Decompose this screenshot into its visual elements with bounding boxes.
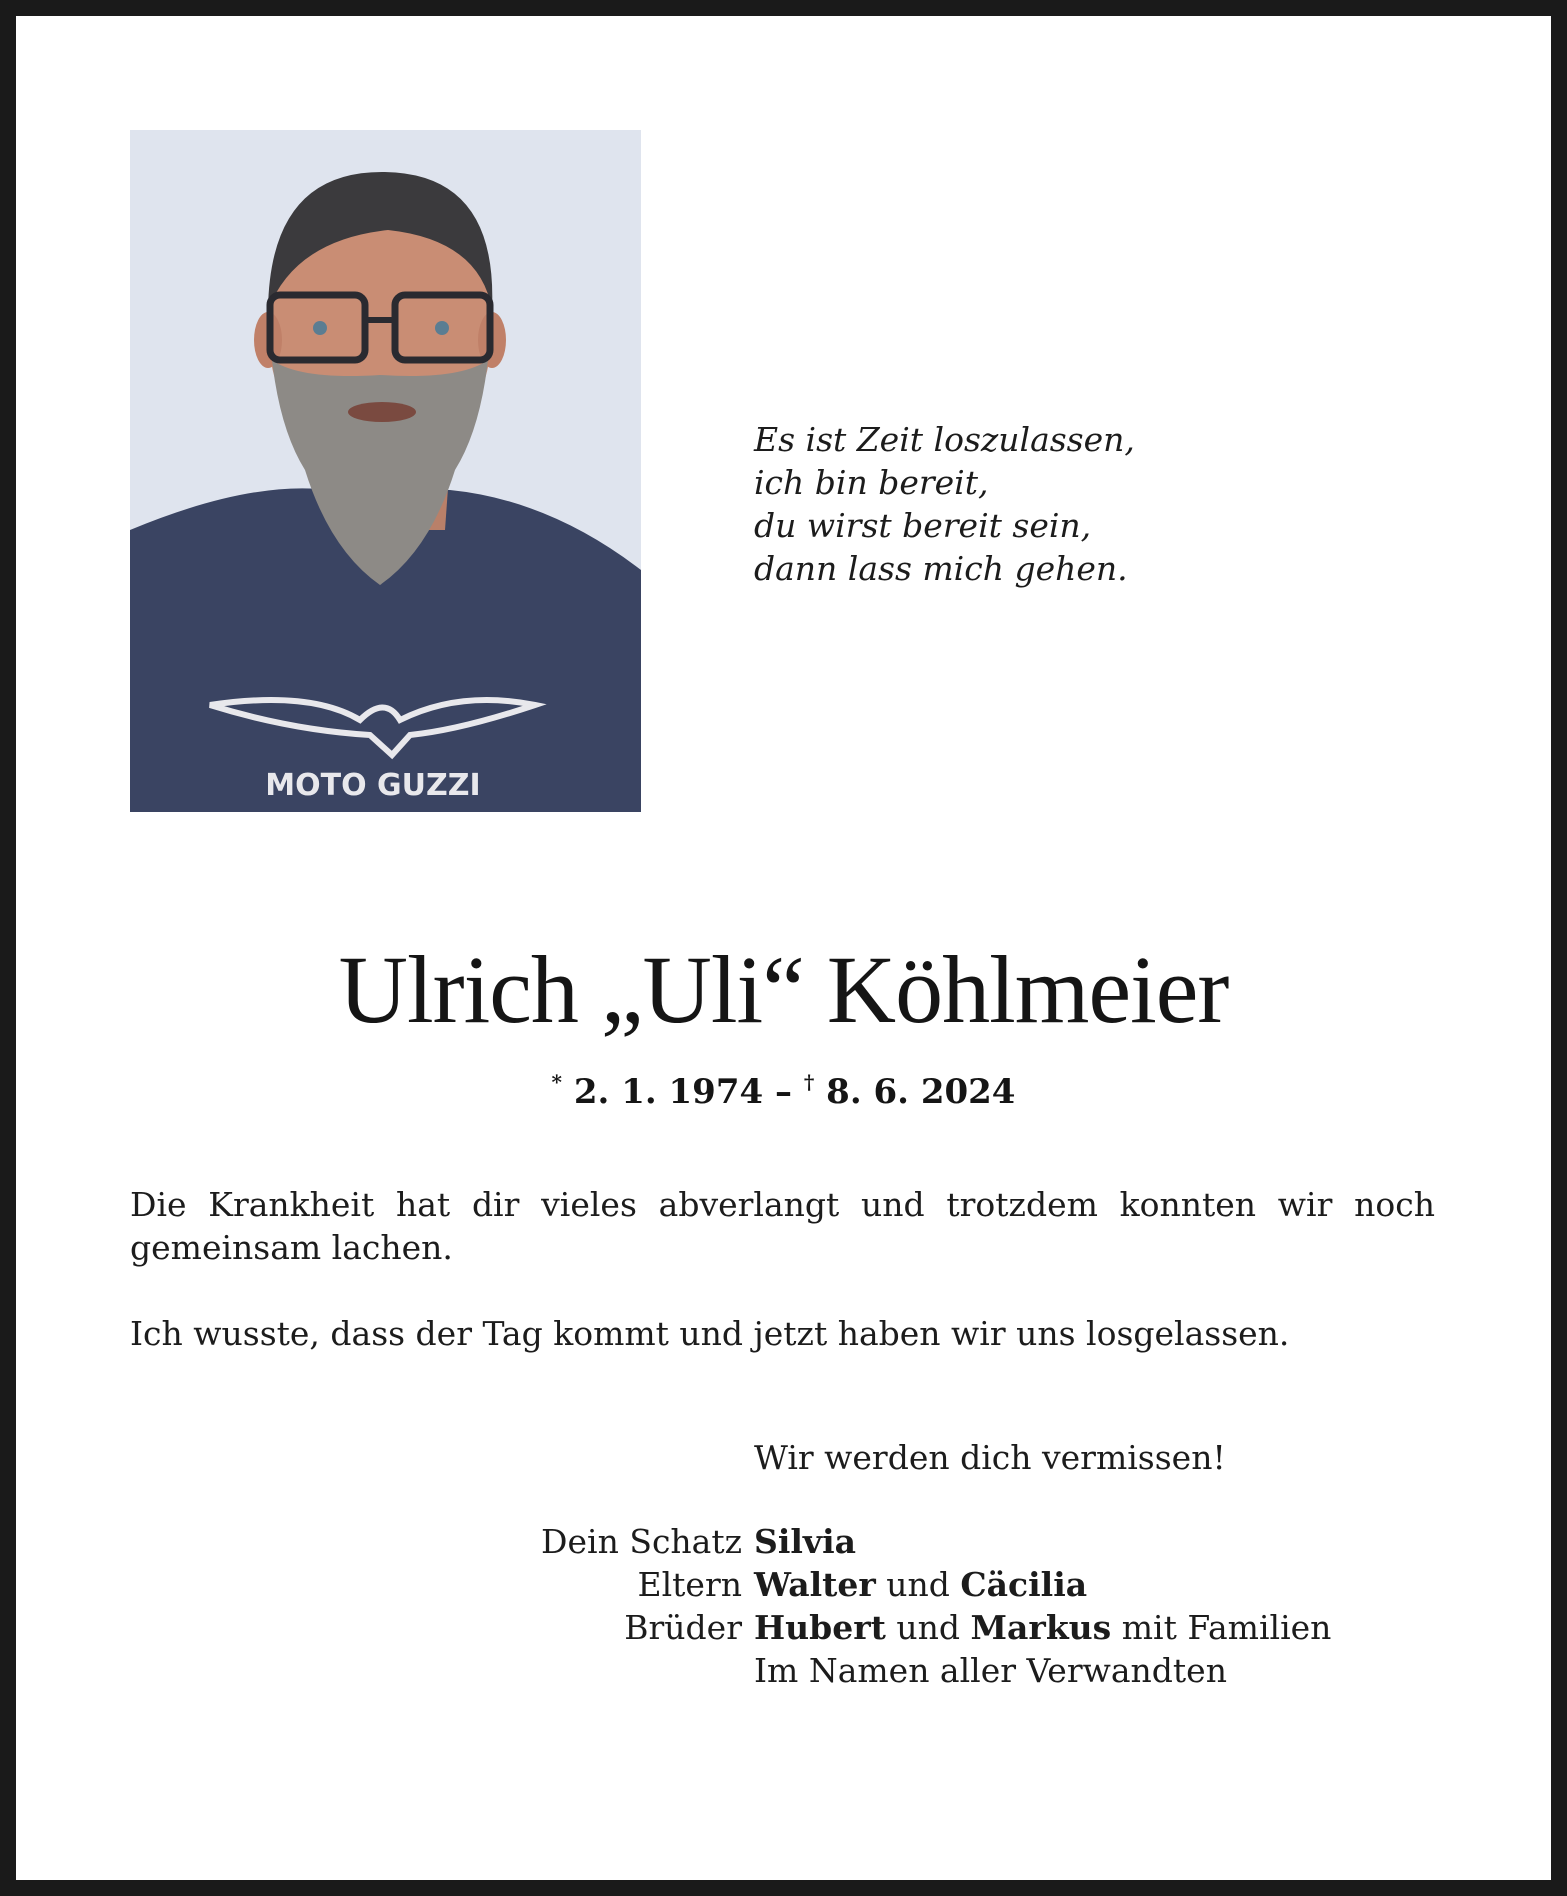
mourner-joiner: und (896, 1608, 961, 1647)
birth-date: 2. 1. 1974 (573, 1072, 764, 1112)
life-dates (0, 1058, 1567, 1116)
date-separator: – (775, 1072, 792, 1112)
mourner-name: Silvia (754, 1522, 856, 1561)
poem-line: ich bin bereit, (754, 463, 989, 502)
birth-symbol: * (551, 1070, 563, 1094)
mourner-relation: Brüder (624, 1608, 742, 1647)
poem-line: du wirst bereit sein, (754, 506, 1092, 545)
mourner-name: Markus (970, 1608, 1112, 1647)
mourner-row (0, 1649, 1567, 1692)
poem-line: dann lass mich gehen. (754, 549, 1128, 588)
shirt-logo-text: MOTO GUZZI (265, 768, 481, 803)
paragraph-letting-go: Ich wusste, dass der Tag kommt und jetzt haben wir uns losgelassen. (130, 1314, 1290, 1353)
closing-line: Wir werden dich vermissen! (754, 1438, 1226, 1477)
portrait-photo (130, 130, 641, 812)
portrait-illustration (130, 130, 641, 812)
mourner-row (0, 1606, 1567, 1649)
poem-line: Es ist Zeit loszulassen, (754, 420, 1135, 459)
mourner-name: Walter (754, 1565, 876, 1604)
mourner-row (0, 1563, 1567, 1606)
mourner-suffix: mit Familien (1121, 1608, 1332, 1647)
mourner-relation: Eltern (637, 1565, 742, 1604)
mourner-joiner: und (886, 1565, 950, 1604)
mourner-name: Hubert (754, 1608, 886, 1647)
mourner-row (0, 1520, 1567, 1563)
deceased-name: Ulrich „Uli“ Köhlmeier (338, 936, 1229, 1043)
mourner-closing: Im Namen aller Verwandten (754, 1651, 1227, 1690)
mourner-name: Cäcilia (960, 1565, 1088, 1604)
death-symbol: † (803, 1070, 815, 1094)
mourner-relation: Dein Schatz (541, 1522, 742, 1561)
paragraph-illness: Die Krankheit hat dir vieles abverlangt und trotzdem konnten wir noch gemeinsam lachen. (130, 1185, 1435, 1267)
mourners-list (0, 1520, 1567, 1692)
death-date: 8. 6. 2024 (826, 1072, 1016, 1112)
poem (754, 418, 1254, 590)
